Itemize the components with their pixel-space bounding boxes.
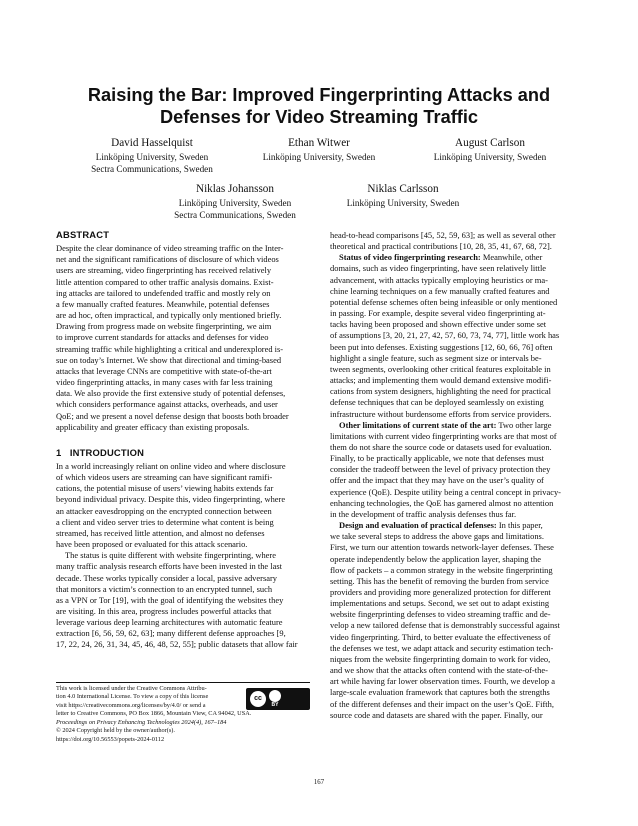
footnote-line: Proceedings on Privacy Enhancing Technologies 2024(4), 167–184 <box>56 718 227 726</box>
text-line: highlight a single feature, such as segment size or intervals be- <box>330 352 542 363</box>
author-block <box>323 182 483 209</box>
text-line: tween segments, overlooking other critical features exploitable in <box>330 363 551 374</box>
paper-title <box>60 84 578 128</box>
text-line: are visiting. In this area, progress includes powerful attacks that <box>56 606 272 616</box>
footnote-line[interactable]: https://doi.org/10.56553/popets-2024-0112 <box>56 735 165 743</box>
author-affiliation: Linköping University, Sweden <box>433 152 547 162</box>
text-line: First, we turn our attention towards network-layer defenses. These <box>330 542 554 553</box>
text-line <box>330 420 584 431</box>
text-line: 17, 22, 24, 26, 31, 34, 45, 46, 48, 52, 55]; public datasets that allow fair <box>56 639 298 650</box>
text-line: video fingerprinting attacks, in many cases with far less training <box>56 377 273 388</box>
text-line: In a world increasingly reliant on online video and where disclosure <box>56 460 286 471</box>
runin-heading: Design and evaluation of practical defenses: <box>339 520 497 531</box>
text-line: a few manually crafted features. Meanwhile, potential defenses <box>56 298 270 309</box>
text-line: decade. These works typically consider a local, passive adversary <box>56 572 278 583</box>
intro-paragraph-2 <box>56 550 310 650</box>
author-block <box>239 136 399 163</box>
text-line: sue on today’s Internet. We show that directional and timing-based <box>56 354 282 365</box>
text-line: attacks; and implementing them would demand extensive modifi- <box>330 375 552 386</box>
footnote-line: © 2024 Copyright held by the owner/author(s). <box>56 727 175 735</box>
text-line: many traffic analysis research efforts have been invested in the last <box>56 561 283 572</box>
introduction-heading: 1 INTRODUCTION <box>56 446 145 458</box>
author-name: David Hasselquist <box>111 137 193 149</box>
text-line <box>330 520 584 531</box>
text-line: in passing. For example, despite several video fingerprinting at- <box>330 308 546 319</box>
text-line: streamed, has received little attention, and almost no defenses <box>56 527 265 538</box>
text-line: beyond individual privacy. Despite this, video fingerprinting, where <box>56 494 286 505</box>
text-line: theoretical and practical contributions [10, 28, 35, 41, 67, 68, 72]. <box>330 241 552 252</box>
limitations-paragraph <box>330 420 584 520</box>
text-line: defense techniques that can be deployed seamlessly on existing <box>330 397 544 408</box>
text-line: art while having far lower observation times. Fourth, we develop a <box>330 676 555 687</box>
text-line: an attacker eavesdropping on the encrypted connection between <box>56 505 272 516</box>
text-line: niques from the website fingerprinting domain to work for video, <box>330 653 551 664</box>
text-line: QoE; and we present a novel defense design that boosts both broader <box>56 410 289 421</box>
text-line: potential defense schemes often being infeasible or only mentioned <box>330 296 558 307</box>
design-paragraph <box>330 520 584 721</box>
text-line: extraction [6, 56, 59, 62, 63]; many different defense approaches [9, <box>56 628 286 639</box>
text-line: leverage various deep learning architectures with automatic feature <box>56 617 283 628</box>
text-line: consider the tradeoff between the level of privacy protection they <box>330 464 551 475</box>
text-line: we take several steps to address the above gaps and limitations. <box>330 531 544 542</box>
status-paragraph <box>330 252 584 419</box>
runin-heading: Other limitations of current state of the art: <box>339 419 497 430</box>
person-icon <box>269 690 281 702</box>
text-line: have been proposed or evaluated for this attack scenario. <box>56 539 248 550</box>
text-line: them do not share the source code or datasets used for evaluation. <box>330 441 552 452</box>
footnote-line: visit https://creativecommons.org/licenses/by/4.0/ or send a <box>56 701 206 709</box>
text-line: The status is quite different with website fingerprinting, where <box>65 550 276 561</box>
author-block <box>155 182 315 221</box>
attribution-icon <box>269 690 281 708</box>
author-affiliation: Linköping University, Sweden <box>262 152 376 162</box>
footnote-body <box>56 685 310 744</box>
text-line: large-scale evaluation framework that captures both the strengths <box>330 687 550 698</box>
footnote-rule <box>56 682 310 683</box>
text-line <box>330 252 584 263</box>
author-affiliation: Linköping University, Sweden <box>95 152 209 162</box>
author-affiliation: Linköping University, Sweden <box>178 198 292 208</box>
text-line: the defenses we test, we adapt attack and security estimation tech- <box>330 642 554 653</box>
cc-by-license-badge <box>246 688 310 710</box>
text-line: that monitors a victim’s connection to an encrypted tunnel, such <box>56 583 273 594</box>
text-line: chine learning techniques on a few manually crafted features and <box>330 285 550 296</box>
text-line: Finally, to be practically applicable, we note that defenses must <box>330 453 544 464</box>
text-line: implementations and setups. Second, we set out to adapt existing <box>330 598 550 609</box>
text-line: of the different defenses and their impact on the user’s QoE. Fifth, <box>330 698 554 709</box>
text-line: applicability and greater efficacy than existing proposals. <box>56 421 250 432</box>
text-line: enhancing technologies, the QoE has garnered almost no attention <box>330 497 554 508</box>
text-line: data. We also provide the first extensive study of potential defenses, <box>56 388 286 399</box>
text-line: limitations with current video fingerprinting works are that most of <box>330 430 557 441</box>
text-line: are ad hoc, often impractical, and typically only mentioned briefly. <box>56 310 282 321</box>
text-line: which considers performance against attacks, overheads, and user <box>56 399 278 410</box>
text-line: streaming traffic while highlighting a critical and underexplored is- <box>56 343 284 354</box>
text-line: cations, the potential misuse of users’ viewing habits extends far <box>56 483 274 494</box>
text-line: little attention compared to other traffic analysis domains. Exist- <box>56 276 274 287</box>
author-affiliation: Sectra Communications, Sweden <box>91 164 213 174</box>
text-line: as a VPN or Tor [19], with the goal of identifying the websites they <box>56 594 284 605</box>
text-line: offer and the impact that they may have on the user’s quality of <box>330 475 544 486</box>
text-line: of which videos users are streaming can have significant ramifi- <box>56 472 273 483</box>
text-line: tacks having been proposed and shown effective under some set <box>330 319 547 330</box>
text-line: cations from system designers, highlighting the need for practical <box>330 386 551 397</box>
text-line: a client and video server tries to determine what content is being <box>56 516 274 527</box>
footnote-line: letter to Creative Commons, PO Box 1866, Mountain View, CA 94042, USA. <box>56 710 252 718</box>
text-line: ing attacks are tailored to undefended traffic and mostly rely on <box>56 287 271 298</box>
right-column <box>330 230 584 721</box>
text-line: of assumptions [3, 20, 21, 27, 42, 57, 60, 73, 74, 77], little work has <box>330 330 560 341</box>
left-column <box>56 229 310 651</box>
text-line: website fingerprinting defenses to video streaming traffic and de- <box>330 609 551 620</box>
author-block <box>72 136 232 175</box>
continued-paragraph <box>330 230 584 252</box>
text-line: domains, such as video fingerprinting, have seen relatively little <box>330 263 547 274</box>
author-name: Ethan Witwer <box>288 137 350 149</box>
text-line: video fingerprinting. Third, to better evaluate the effectiveness of <box>330 631 551 642</box>
text-line: net and the significant ramifications of disclosure of which videos <box>56 254 279 265</box>
text-line: source code and datasets are shared with the paper. Finally, our <box>330 709 543 720</box>
text-line: attacks that leverage CNNs are competitive with state-of-the-art <box>56 365 272 376</box>
text-span: Two other large <box>496 419 552 430</box>
text-line: head-to-head comparisons [45, 52, 59, 63]; as well as several other <box>330 230 556 240</box>
author-name: August Carlson <box>455 137 525 149</box>
runin-heading: Status of video fingerprinting research: <box>339 252 481 263</box>
by-label: BY <box>271 702 279 708</box>
page-number: 167 <box>313 779 325 786</box>
author-name: Niklas Johansson <box>195 183 274 195</box>
license-footnote <box>56 682 310 744</box>
text-line: infrastructure without burdensome efforts from service providers. <box>330 408 552 419</box>
text-line: operate independently below the application layer, shaping the <box>330 553 541 564</box>
footnote-line: This work is licensed under the Creative Commons Attribu- <box>56 685 207 692</box>
abstract-body <box>56 243 310 433</box>
text-line: Drawing from progress made on website fingerprinting, we aim <box>56 321 272 332</box>
text-line: been put into defenses. Existing suggestions [12, 60, 66, 76] often <box>330 341 553 352</box>
text-line: experience (QoE). Despite utility being a central concept in privacy- <box>330 486 561 497</box>
title-line-1: Raising the Bar: Improved Fingerprinting Attacks and <box>87 85 551 105</box>
text-line: advancement, with attacks typically employing heuristics or ma- <box>330 274 548 285</box>
text-line: velop a new tailored defense that is demonstrably successful against <box>330 620 560 631</box>
text-line: to improve current standards for attacks and defenses for video <box>56 332 269 343</box>
author-name: Niklas Carlsson <box>367 183 439 195</box>
author-affiliation: Linköping University, Sweden <box>346 198 460 208</box>
text-line: providers and providing more generalized protection for different <box>330 587 551 597</box>
text-line: Despite the clear dominance of video streaming traffic on the Inter- <box>56 243 284 254</box>
author-block <box>410 136 570 163</box>
text-line: flow of packets – a common strategy in the website fingerprinting <box>330 564 553 575</box>
text-span: In this paper, <box>496 520 543 531</box>
text-line: users are streaming, video fingerprinting has received relatively <box>56 265 272 276</box>
footnote-line: tion 4.0 International License. To view a copy of this license <box>56 693 209 701</box>
text-span: Meanwhile, other <box>480 252 543 263</box>
text-line: setting. This has the benefit of removing the burden from service <box>330 575 549 586</box>
intro-paragraph-1 <box>56 461 310 550</box>
text-line: in the development of traffic analysis defenses thus far. <box>330 508 517 519</box>
author-affiliation: Sectra Communications, Sweden <box>174 210 296 220</box>
title-line-2: Defenses for Video Streaming Traffic <box>159 107 479 127</box>
text-line: and we show that the attacks often contend with the state-of-the- <box>330 665 548 676</box>
creative-commons-icon: cc <box>250 691 266 707</box>
abstract-heading: ABSTRACT <box>56 229 110 240</box>
